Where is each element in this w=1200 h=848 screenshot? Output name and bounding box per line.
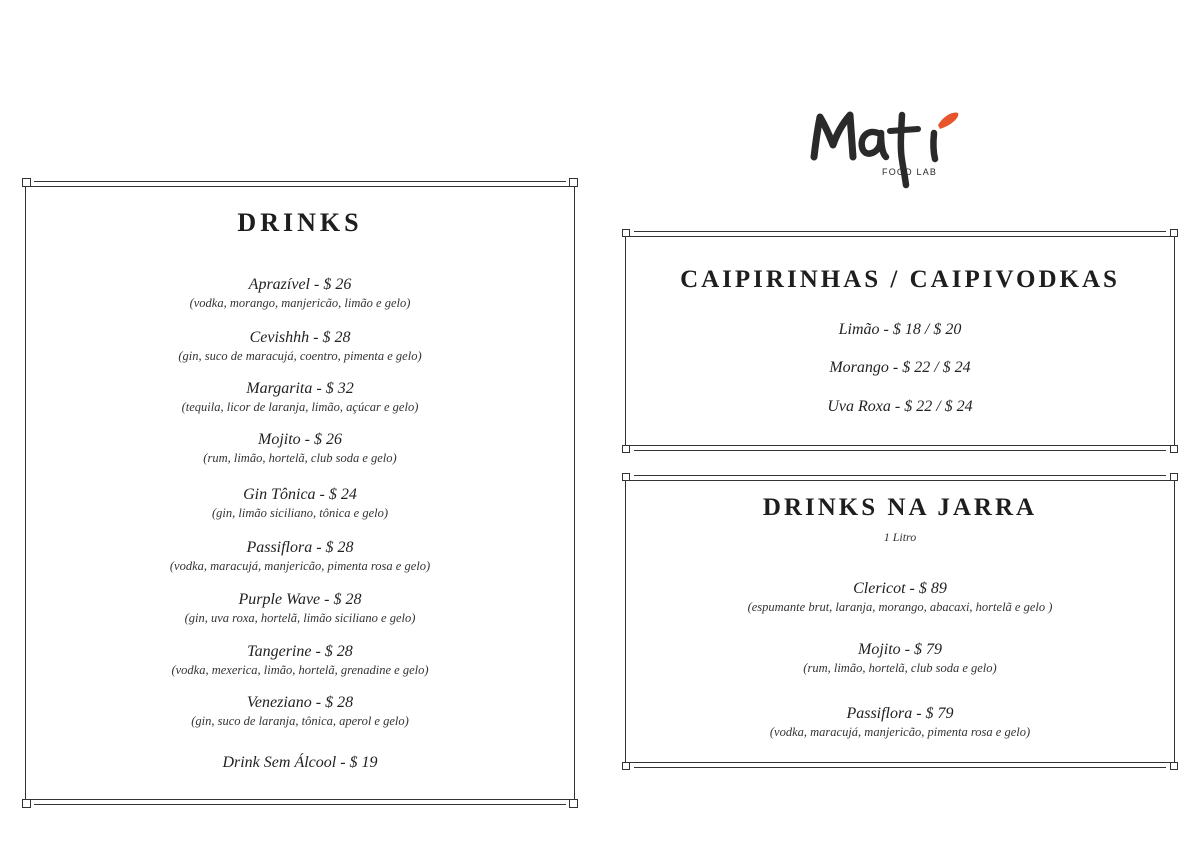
menu-item-name: Uva Roxa - $ 22 / $ 24 xyxy=(827,398,973,415)
menu-item-desc: (vodka, morango, manjericão, limão e gelo) xyxy=(189,296,411,310)
menu-item-name: Cevishhh - $ 28 xyxy=(249,329,351,346)
menu-item xyxy=(20,693,580,729)
menu-item-name: Drink Sem Álcool - $ 19 xyxy=(222,754,378,771)
logo-tagline: FOOD LAB xyxy=(882,167,938,177)
mati-logo xyxy=(806,105,976,190)
drinks-title: DRINKS xyxy=(237,208,363,237)
menu-item-name: Aprazível - $ 26 xyxy=(248,276,352,293)
logo-graphic xyxy=(806,105,976,190)
menu-item xyxy=(20,328,580,364)
menu-item xyxy=(620,358,1180,378)
jarra-subtitle: 1 Litro xyxy=(883,530,917,544)
menu-item-desc: (gin, suco de maracujá, coentro, pimenta e gelo) xyxy=(178,349,422,363)
drinks-panel xyxy=(20,176,580,810)
menu-item-desc: (rum, limão, hortelã, club soda e gelo) xyxy=(203,451,397,465)
caipirinhas-title: CAIPIRINHAS / CAIPIVODKAS xyxy=(680,266,1120,293)
caipirinhas-panel-border xyxy=(620,228,1180,454)
menu-item-name: Limão - $ 18 / $ 20 xyxy=(838,321,962,338)
menu-item xyxy=(620,640,1180,676)
menu-item-name: Morango - $ 22 / $ 24 xyxy=(829,359,971,376)
menu-item-desc: (vodka, maracujá, manjericão, pimenta rosa e gelo) xyxy=(169,559,431,573)
menu-item-name: Passiflora - $ 79 xyxy=(846,705,954,722)
jarra-title: DRINKS NA JARRA xyxy=(762,494,1038,521)
menu-item xyxy=(20,275,580,311)
menu-item xyxy=(20,485,580,521)
menu-item-desc: (gin, limão siciliano, tônica e gelo) xyxy=(211,506,388,520)
menu-item xyxy=(620,704,1180,740)
menu-item xyxy=(620,397,1180,417)
menu-item-name: Tangerine - $ 28 xyxy=(247,643,353,660)
menu-item-name: Purple Wave - $ 28 xyxy=(238,591,362,608)
menu-item-desc: (espumante brut, laranja, morango, abacaxi, hortelã e gelo ) xyxy=(747,600,1053,614)
menu-item xyxy=(620,320,1180,340)
menu-item-name: Mojito - $ 79 xyxy=(858,641,942,658)
menu-item-desc: (tequila, licor de laranja, limão, açúcar e gelo) xyxy=(181,400,419,414)
menu-item-name: Passiflora - $ 28 xyxy=(246,539,354,556)
menu-item-desc: (gin, suco de laranja, tônica, aperol e gelo) xyxy=(191,714,409,728)
menu-item-name: Gin Tônica - $ 24 xyxy=(243,486,357,503)
menu-item-name: Mojito - $ 26 xyxy=(258,431,342,448)
menu-item-name: Clericot - $ 89 xyxy=(853,580,947,597)
menu-item-name: Veneziano - $ 28 xyxy=(246,694,354,711)
menu-item-desc: (vodka, maracujá, manjericão, pimenta rosa e gelo) xyxy=(769,725,1031,739)
menu-item-desc: (vodka, mexerica, limão, hortelã, grenadine e gelo) xyxy=(171,663,429,677)
jarra-panel xyxy=(620,472,1180,772)
menu-item xyxy=(20,538,580,574)
menu-item-desc: (rum, limão, hortelã, club soda e gelo) xyxy=(803,661,997,675)
menu-item xyxy=(20,642,580,678)
menu-item xyxy=(20,590,580,626)
menu-item-name: Margarita - $ 32 xyxy=(246,380,354,397)
caipirinhas-panel xyxy=(620,228,1180,454)
menu-item xyxy=(20,430,580,466)
menu-item-desc: (gin, uva roxa, hortelã, limão siciliano e gelo) xyxy=(184,611,416,625)
menu-item xyxy=(20,753,580,773)
menu-item xyxy=(620,579,1180,615)
menu-item xyxy=(20,379,580,415)
